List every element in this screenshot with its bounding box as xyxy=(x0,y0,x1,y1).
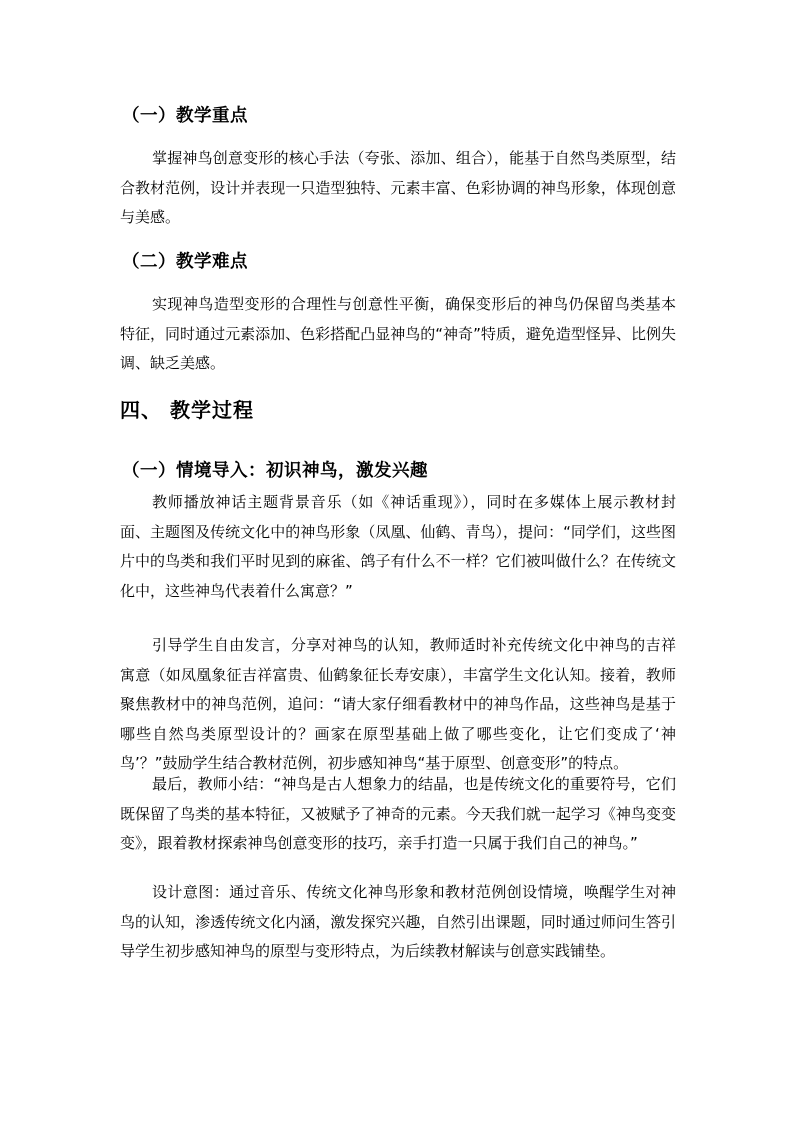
section-heading-key-points: （一）教学重点 xyxy=(122,106,248,126)
paragraph-design-intent: 设计意图：通过音乐、传统文化神鸟形象和教材范例创设情境，唤醒学生对神鸟的认知，渗透传统文化内涵，激发探究兴趣，自然引出课题，同时通过师问生答引导学生初步感知神鸟的原型与变形特点，为后续教材解读与创意实践铺垫。 xyxy=(120,883,676,961)
section-heading-difficulties: （二）教学难点 xyxy=(122,252,248,272)
section-heading-situation-intro: （一）情境导入：初识神鸟，激发兴趣 xyxy=(122,461,428,481)
paragraph-key-points: 掌握神鸟创意变形的核心手法（夸张、添加、组合），能基于自然鸟类原型，结合教材范例，设计并表现一只造型独特、元素丰富、色彩协调的神鸟形象，体现创意与美感。 xyxy=(120,149,676,227)
paragraph-intro-2: 引导学生自由发言，分享对神鸟的认知，教师适时补充传统文化中神鸟的吉祥寓意（如凤凰象征吉祥富贵、仙鹤象征长寿安康），丰富学生文化认知。接着，教师聚焦教材中的神鸟范例，追问：“请大家仔细看教材中的神鸟作品，这些神鸟是基于哪些自然鸟类原型设计的？画家在原型基础上做了哪些变化，让它们变成了‘神鸟’？”鼓励学生结合教材范例，初步感知神鸟“基于原型、创意变形”的特点。 xyxy=(120,636,676,773)
paragraph-difficulties: 实现神鸟造型变形的合理性与创意性平衡，确保变形后的神鸟仍保留鸟类基本特征，同时通过元素添加、色彩搭配凸显神鸟的“神奇”特质，避免造型怪异、比例失调、缺乏美感。 xyxy=(120,295,676,373)
paragraph-intro-3: 最后，教师小结：“神鸟是古人想象力的结晶，也是传统文化的重要符号，它们既保留了鸟类的基本特征，又被赋予了神奇的元素。今天我们就一起学习《神鸟变变变》，跟着教材探索神鸟创意变形的技巧，亲手打造一只属于我们自己的神鸟。” xyxy=(120,775,676,853)
paragraph-intro-1: 教师播放神话主题背景音乐（如《神话重现》），同时在多媒体上展示教材封面、主题图及传统文化中的神鸟形象（凤凰、仙鹤、青鸟），提问：“同学们，这些图片中的鸟类和我们平时见到的麻雀、鸽子有什么不一样？它们被叫做什么？在传统文化中，这些神鸟代表着什么寓意？” xyxy=(120,493,676,600)
part-heading-teaching-process: 四、 教学过程 xyxy=(120,398,254,422)
